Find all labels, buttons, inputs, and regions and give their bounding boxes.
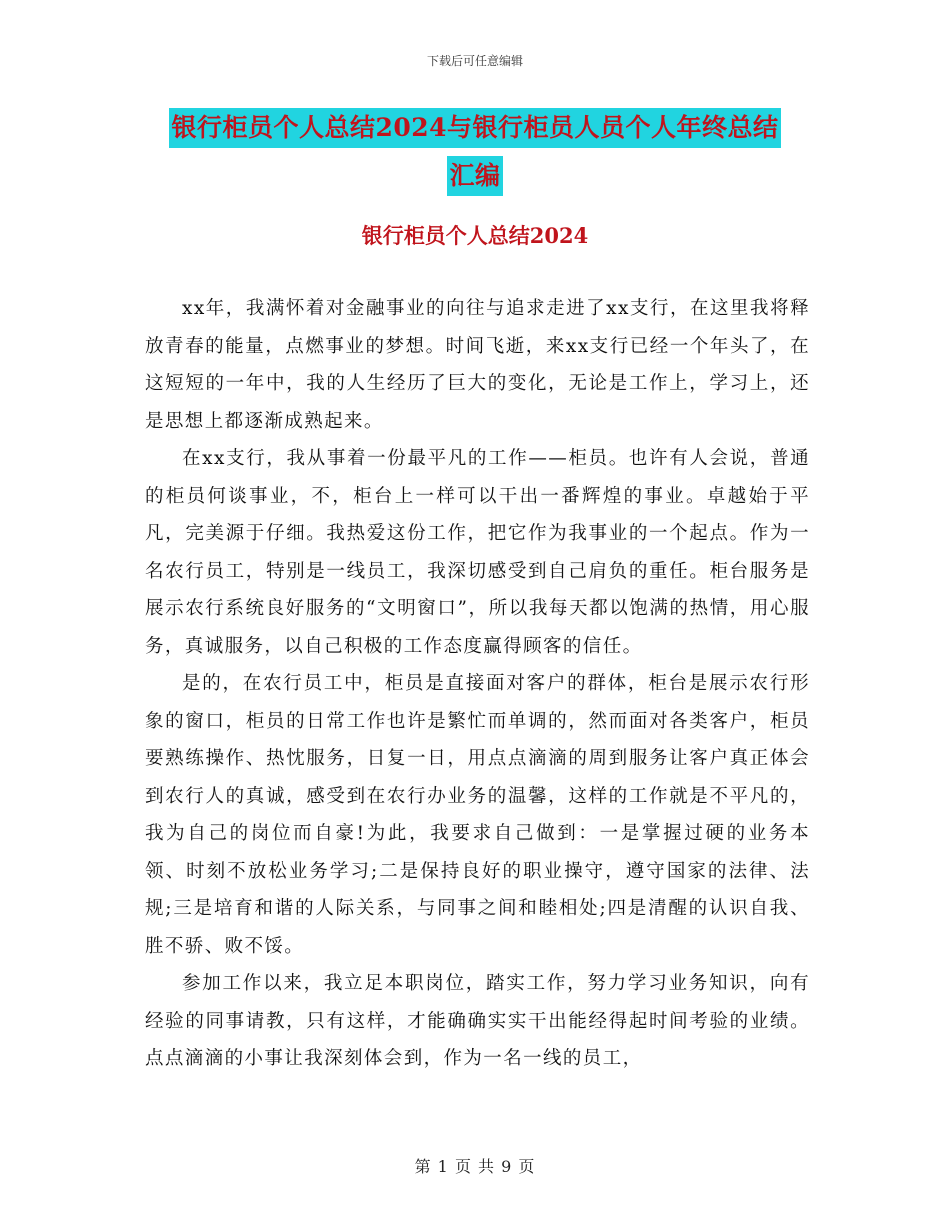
document-body <box>145 290 810 1078</box>
document-title <box>0 108 950 196</box>
paragraph-1: xx年，我满怀着对金融事业的向往与追求走进了xx支行，在这里我将释放青春的能量，点燃事业的梦想。时间飞逝，来xx支行已经一个年头了，在这短短的一年中，我的人生经历了巨大的变化，无论是工作上，学习上，还是思想上都逐渐成熟起来。 <box>145 298 810 432</box>
page-header-note: 下载后可任意编辑 <box>426 54 523 68</box>
paragraph-3: 是的，在农行员工中，柜员是直接面对客户的群体，柜台是展示农行形象的窗口，柜员的日常工作也许是繁忙而单调的，然而面对各类客户，柜员要熟练操作、热忱服务，日复一日，用点点滴滴的周到服务让客户真正体会到农行人的真诚，感受到在农行办业务的温馨，这样的工作就是不平凡的，我为自己的岗位而自豪!为此，我要求自己做到：一是掌握过硬的业务本领、时刻不放松业务学习;二是保持良好的职业操守，遵守国家的法律、法规;三是培育和谐的人际关系，与同事之间和睦相处;四是清醒的认识自我、胜不骄、败不馁。 <box>145 673 810 957</box>
paragraph-2: 在xx支行，我从事着一份最平凡的工作——柜员。也许有人会说，普通的柜员何谈事业，不，柜台上一样可以干出一番辉煌的事业。卓越始于平凡，完美源于仔细。我热爱这份工作，把它作为我事业的一个起点。作为一名农行员工，特别是一线员工，我深切感受到自己肩负的重任。柜台服务是展示农行系统良好服务的“文明窗口”，所以我每天都以饱满的热情，用心服务，真诚服务，以自己积极的工作态度赢得顾客的信任。 <box>145 448 810 657</box>
paragraph-4: 参加工作以来，我立足本职岗位，踏实工作，努力学习业务知识，向有经验的同事请教，只有这样，才能确确实实干出能经得起时间考验的业绩。点点滴滴的小事让我深刻体会到，作为一名一线的员工， <box>145 973 810 1069</box>
document-title-line-1: 银行柜员个人总结2024与银行柜员人员个人年终总结 <box>169 108 780 148</box>
document-title-line-2: 汇编 <box>447 156 502 196</box>
section-title: 银行柜员个人总结2024 <box>361 223 589 248</box>
page-footer-indicator: 第 1 页 共 9 页 <box>414 1157 536 1176</box>
